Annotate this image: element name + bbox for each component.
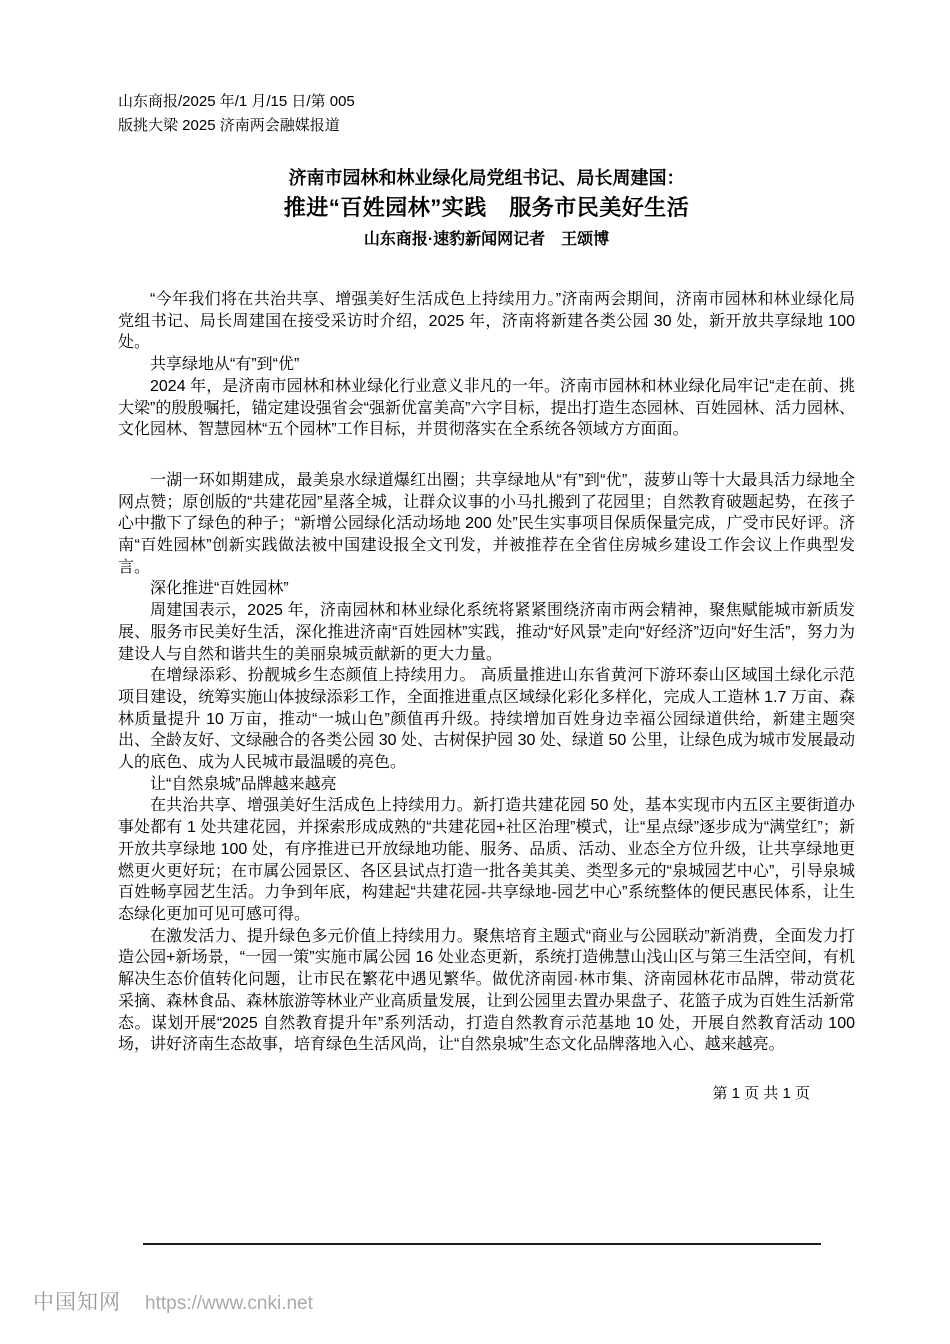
cnki-url-link[interactable]: https://www.cnki.net bbox=[145, 1293, 313, 1314]
article-subhead: 让“自然泉城”品牌越来越亮 bbox=[150, 775, 337, 793]
document-content bbox=[118, 90, 855, 1104]
article-subhead: 共享绿地从“有”到“优” bbox=[150, 356, 300, 374]
article-paragraph: 周建国表示，2025 年，济南园林和林业绿化系统将紧紧围绕济南市两会精神，聚焦赋能城市新质发展、服务市民美好生活，深化推进济南“百姓园林”实践，推动“好风景”走向“好经济”迈向“好生活”，努力为建设人与自然和谐共生的美丽泉城贡献新的更大力量。 bbox=[118, 602, 855, 663]
source-header-line: 山东商报/2025 年/1 月/15 日/第 005 bbox=[118, 93, 355, 110]
source-header-line: 版挑大梁 2025 济南两会融媒报道 bbox=[118, 117, 340, 134]
article-paragraph: “今年我们将在共治共享、增强美好生活成色上持续用力。”济南两会期间，济南市园林和林业绿化局党组书记、局长周建国在接受采访时介绍，2025 年，济南将新建各类公园 30 处，新开放共享绿地 100 处。 bbox=[118, 291, 855, 352]
article-byline: 山东商报·速豹新闻网记者 王颂博 bbox=[363, 231, 610, 248]
footer-divider-line bbox=[143, 1243, 821, 1245]
article-subhead: 深化推进“百姓园林” bbox=[150, 580, 289, 598]
page-number-indicator: 第 1 页 共 1 页 bbox=[712, 1084, 810, 1102]
cnki-brand-watermark: 中国知网 bbox=[33, 1291, 121, 1314]
article-paragraph: 2024 年，是济南市园林和林业绿化行业意义非凡的一年。济南市园林和林业绿化局牢记“走在前、挑大梁”的殷殷嘱托，锚定建设强省会“强新优富美高”六字目标，提出打造生态园林、百姓园林、活力园林、文化园林、智慧园林“五个园林”工作目标，并贯彻落实在全系统各领域方方面面。 bbox=[118, 377, 855, 439]
article-paragraph: 在增绿添彩、扮靓城乡生态颜值上持续用力。 高质量推进山东省黄河下游环泰山区域国土绿化示范项目建设，统筹实施山体披绿添彩工作，全面推进重点区域绿化彩化多样化，完成人工造林 1.7 万亩、森林质量提升 10 万亩，推动“一城山色”颜值再升级。持续增加百姓身边幸福公园绿道供给，新建主题突出、全龄友好、文绿融合的各类公园 30 处、古树保护园 30 处、绿道 50 公里，让绿色成为城市发展最动人的底色、成为人民城市最温暖的亮色。 bbox=[118, 667, 855, 772]
article-paragraph: 一湖一环如期建成，最美泉水绿道爆红出圈；共享绿地从“有”到“优”，菠萝山等十大最具活力绿地全网点赞；原创版的“共建花园”星落全城，让群众议事的小马扎搬到了花园里；自然教育破题起势，在孩子心中撒下了绿色的种子；“新增公园绿化活动场地 200 处”民生实事项目保质保量完成，广受市民好评。济南“百姓园林”创新实践做法被中国建设报全文刊发，并被推荐在全省住房城乡建设工作会议上作典型发言。 bbox=[118, 471, 855, 576]
title-block bbox=[118, 166, 855, 251]
article-body bbox=[118, 289, 855, 1056]
article-title: 推进“百姓园林”实践 服务市民美好生活 bbox=[283, 195, 690, 220]
source-header bbox=[118, 90, 855, 138]
cnki-footer bbox=[33, 1286, 313, 1316]
article-paragraph: 在激发活力、提升绿色多元价值上持续用力。聚焦培育主题式“商业与公园联动”新消费，全面发力打造公园+新场景，“一园一策”实施市属公园 16 处业态更新，系统打造佛慧山浅山区与第三生活空间，有机解决生态价值转化问题，让市民在繁花中遇见繁华。做优济南园·林市集、济南园林花市品牌，带动赏花采摘、森林食品、森林旅游等林业产业高质量发展，让到公园里去置办果盘子、花篮子成为百姓生活新常态。谋划开展“2025 自然教育提升年”系列活动，打造自然教育示范基地 10 处，开展自然教育活动 100 场，讲好济南生态故事，培育绿色生活风尚，让“自然泉城”生态文化品牌落地入心、越来越亮。 bbox=[118, 927, 855, 1054]
article-kicker: 济南市园林和林业绿化局党组书记、局长周建国： bbox=[288, 168, 685, 188]
article-paragraph: 在共治共享、增强美好生活成色上持续用力。新打造共建花园 50 处，基本实现市内五区主要街道办事处都有 1 处共建花园，并探索形成成熟的“共建花园+社区治理”模式，让“星点绿”逐步成为“满堂红”；新开放共享绿地 100 处，有序推进已开放绿地功能、服务、品质、活动、业态全方位升级，让共享绿地更燃更火更好玩；在市属公园景区、各区县试点打造一批各美其美、类型多元的“泉城园艺中心”，引导泉城百姓畅享园艺生活。力争到年底，构建起“共建花园-共享绿地-园艺中心”系统整体的便民惠民体系，让生态绿化更加可见可感可得。 bbox=[118, 797, 855, 923]
